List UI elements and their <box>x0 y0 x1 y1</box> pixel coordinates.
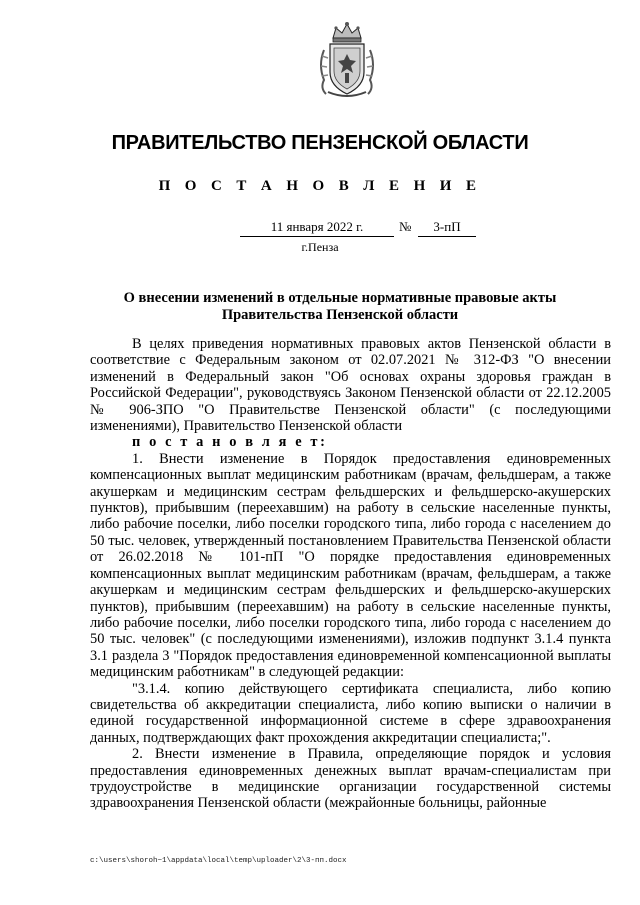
subject-line-2: Правительства Пензенской области <box>221 307 459 323</box>
item-1-paragraph: 1. Внести изменение в Порядок предоставления единовременных компенсационных выплат медицинским работникам (врачам, фельдшерам, а также акушеркам и медицинским сестрам фельдшерских и фельдшерско-акушерских пунктов), прибывшим (переехавшим) на работу в сельские населенные пункты, либо рабочие поселки, либо поселки городского типа, либо города с населением до 50 тыс. человек, утвержденный постановлением Правительства Пензенской области от 26.02.2018 № 101-пП "О порядке предоставления единовременных компенсационных выплат медицинским работникам (врачам, фельдшерам, а также акушеркам и медицинским сестрам фельдшерских и фельдшерско-акушерских пунктов), прибывшим (переехавшим) на работу в сельские населенные пункты, либо рабочие поселки, либо поселки городского типа, либо города с населением до 50 тыс. человек" (с последующими изменениями), изложив подпункт 3.1.4 пункта 3.1 раздела 3 "Порядок предоставления единовременной компенсационной выплаты медицинским работникам" в следующей редакции: <box>90 450 611 681</box>
preamble-text: В целях приведения нормативных правовых актов Пензенской области в соответствие с Федеральным законом от 02.07.2021 № 312-ФЗ "О внесении изменений в Федеральный закон "Об основах охраны здоровья граждан в Российской Федерации", руководствуясь Законом Пензенской области от 22.12.2005 № 906-ЗПО "О Правительстве Пензенской области" (с последующими изменениями), Правительство Пензенской области <box>90 336 611 435</box>
decree-word: п о с т а н о в л я е т: <box>132 434 328 451</box>
item-2-paragraph: 2. Внести изменение в Правила, определяющие порядок и условия предоставления единовременных денежных выплат врачам-специалистам при трудоустройстве в медицинские организации государственной системы здравоохранения Пензенской области (межрайонные больницы, районные <box>90 746 611 812</box>
preamble-paragraph <box>90 336 611 451</box>
document-body <box>90 336 611 812</box>
document-date: 11 января 2022 г. <box>240 219 394 237</box>
document-type: П О С Т А Н О В Л Е Н И Е <box>158 178 482 194</box>
quote-paragraph: "3.1.4. копию действующего сертификата специалиста, либо копию свидетельства об аккредитации специалиста, либо копию выписки о наличии в единой государственной информационной системе в сфере здравоохранения данных, подтверждающих факт прохождения аккредитации специалиста;". <box>90 680 611 746</box>
file-path-footer: c:\users\shoroh~1\appdata\local\temp\uploader\2\3-пп.docx <box>90 857 347 865</box>
document-number: 3-пП <box>418 219 476 237</box>
city: г.Пенза <box>301 240 339 254</box>
subject-line-1: О внесении изменений в отдельные нормативные правовые акты <box>123 290 557 306</box>
coat-of-arms-emblem <box>316 20 378 100</box>
document-subject <box>90 290 590 324</box>
number-sign: № <box>399 219 412 234</box>
government-title: ПРАВИТЕЛЬСТВО ПЕНЗЕНСКОЙ ОБЛАСТИ <box>111 132 529 154</box>
